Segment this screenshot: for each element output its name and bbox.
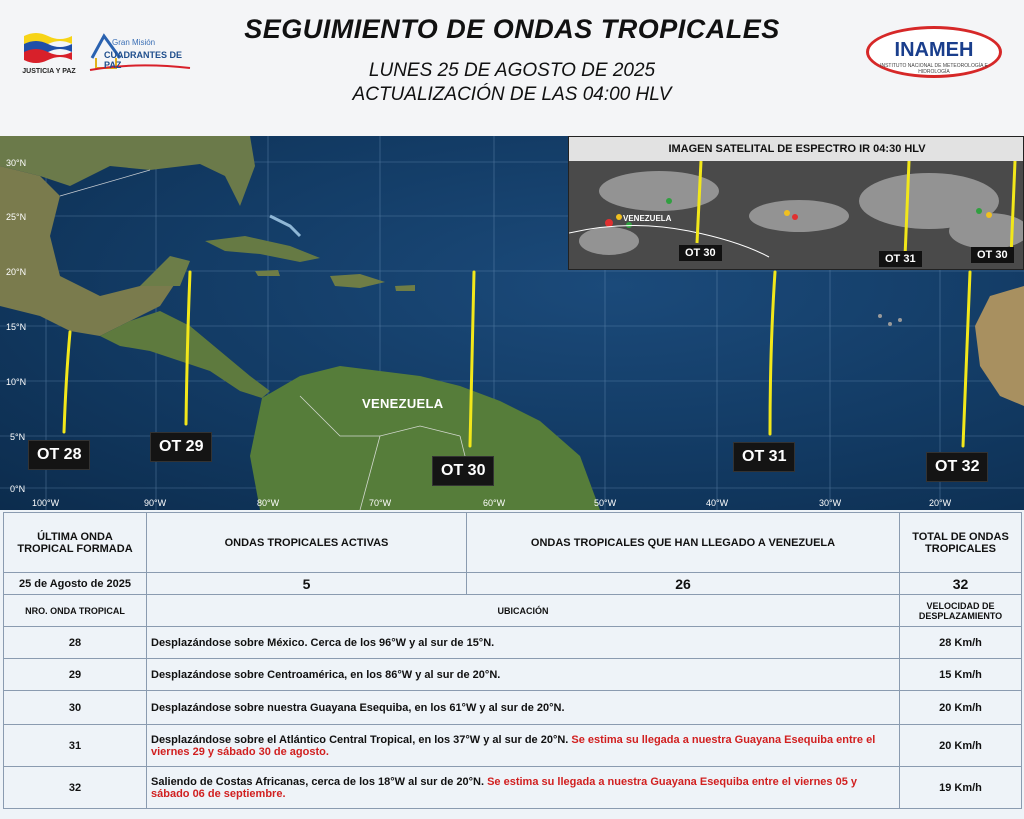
value-last-wave: 25 de Agosto de 2025 — [4, 573, 147, 595]
table-row — [4, 659, 1022, 691]
satellite-venezuela-label: VENEZUELA — [623, 214, 672, 223]
lon-label: 30°W — [819, 498, 842, 508]
lat-label: 30°N — [6, 158, 27, 168]
row-location — [147, 627, 900, 659]
satellite-title: IMAGEN SATELITAL DE ESPECTRO IR 04:30 HLV — [569, 137, 1024, 161]
row-number: 30 — [4, 691, 147, 725]
lat-label: 15°N — [6, 322, 27, 332]
wave-line-ot31 — [770, 272, 775, 434]
inameh-logo-sub: INSTITUTO NACIONAL DE METEOROLOGÍA E HIDROLOGÍA — [880, 63, 988, 75]
wave-tag-ot30: OT 30 — [432, 456, 494, 486]
header-active-waves: ONDAS TROPICALES ACTIVAS — [147, 513, 467, 573]
inameh-logo-text: INAMEH — [894, 39, 974, 61]
row-location-text: Desplazándose sobre el Atlántico Central Tropical, en los 37°W y al sur de 20°N. — [151, 733, 569, 746]
logo-mid-line1: Gran Misión — [112, 38, 156, 47]
logo-mid-line2: CUADRANTES DE PAZ — [104, 50, 183, 70]
row-number: 32 — [4, 767, 147, 809]
row-arrival-note: Se estima su llegada a nuestra Guayana Esequiba entre el viernes 05 y sábado 06 de septiembre. — [151, 775, 857, 800]
row-location — [147, 767, 900, 809]
lat-label: 25°N — [6, 212, 27, 222]
value-active-waves: 5 — [147, 573, 467, 595]
header-total-waves: TOTAL DE ONDAS TROPICALES — [900, 513, 1022, 573]
row-arrival-note: Se estima su llegada a nuestra Guayana Esequiba entre el viernes 29 y sábado 30 de agosto. — [151, 733, 876, 758]
wave-tag-ot28: OT 28 — [28, 440, 90, 470]
lon-label: 90°W — [144, 498, 167, 508]
value-arrived-waves: 26 — [467, 573, 900, 595]
tropical-waves-map — [0, 136, 1024, 510]
lat-label: 10°N — [6, 377, 27, 387]
row-location — [147, 725, 900, 767]
satellite-inset — [568, 136, 1024, 270]
header-speed: VELOCIDAD DE DESPLAZAMIENTO — [900, 595, 1022, 627]
row-number: 31 — [4, 725, 147, 767]
header-location: UBICACIÓN — [147, 595, 900, 627]
row-location-text: Desplazándose sobre nuestra Guayana Esequiba, en los 61°W y al sur de 20°N. — [151, 701, 565, 714]
header-wave-number: NRO. ONDA TROPICAL — [4, 595, 147, 627]
row-location — [147, 691, 900, 725]
inameh-logo — [866, 26, 1002, 78]
table-row — [4, 627, 1022, 659]
wave-line-ot32 — [963, 272, 970, 446]
table-row — [4, 725, 1022, 767]
table-row — [4, 767, 1022, 809]
header — [0, 0, 1024, 136]
satellite-tag-ot30-b: OT 30 — [971, 247, 1014, 263]
header-arrived-waves: ONDAS TROPICALES QUE HAN LLEGADO A VENEZUELA — [467, 513, 900, 573]
row-location-text: Saliendo de Costas Africanas, cerca de los 18°W al sur de 20°N. — [151, 775, 485, 788]
row-number: 29 — [4, 659, 147, 691]
wave-tag-ot29: OT 29 — [150, 432, 212, 462]
row-speed: 28 Km/h — [900, 627, 1022, 659]
table-row — [4, 691, 1022, 725]
lat-label: 20°N — [6, 267, 27, 277]
lon-label: 100°W — [32, 498, 60, 508]
lon-label: 60°W — [483, 498, 506, 508]
wave-tag-ot31: OT 31 — [733, 442, 795, 472]
lon-label: 50°W — [594, 498, 617, 508]
waves-table — [3, 512, 1022, 809]
venezuela-label: VENEZUELA — [362, 396, 444, 411]
wave-line-ot28 — [64, 332, 70, 432]
lon-label: 40°W — [706, 498, 729, 508]
page-update-time: ACTUALIZACIÓN DE LAS 04:00 HLV — [352, 84, 672, 105]
page-title: SEGUIMIENTO DE ONDAS TROPICALES — [244, 14, 780, 44]
lat-label: 5°N — [10, 432, 26, 442]
row-speed: 20 Km/h — [900, 691, 1022, 725]
row-speed: 20 Km/h — [900, 725, 1022, 767]
row-speed: 15 Km/h — [900, 659, 1022, 691]
row-number: 28 — [4, 627, 147, 659]
wave-tag-ot32: OT 32 — [926, 452, 988, 482]
lon-label: 70°W — [369, 498, 392, 508]
row-speed: 19 Km/h — [900, 767, 1022, 809]
row-location — [147, 659, 900, 691]
logo-left-text: JUSTICIA Y PAZ — [22, 68, 76, 75]
waves-table-panel — [0, 510, 1024, 819]
satellite-tag-ot31: OT 31 — [879, 251, 922, 267]
value-total-waves: 32 — [900, 573, 1022, 595]
lat-label: 0°N — [10, 484, 26, 494]
lon-label: 20°W — [929, 498, 952, 508]
row-location-text: Desplazándose sobre Centroamérica, en los 86°W y al sur de 20°N. — [151, 668, 501, 681]
satellite-tag-ot30: OT 30 — [679, 245, 722, 261]
header-last-wave: ÚLTIMA ONDA TROPICAL FORMADA — [4, 513, 147, 573]
page-date: LUNES 25 DE AGOSTO DE 2025 — [368, 60, 656, 81]
lon-label: 80°W — [257, 498, 280, 508]
row-location-text: Desplazándose sobre México. Cerca de los 96°W y al sur de 15°N. — [151, 636, 495, 649]
